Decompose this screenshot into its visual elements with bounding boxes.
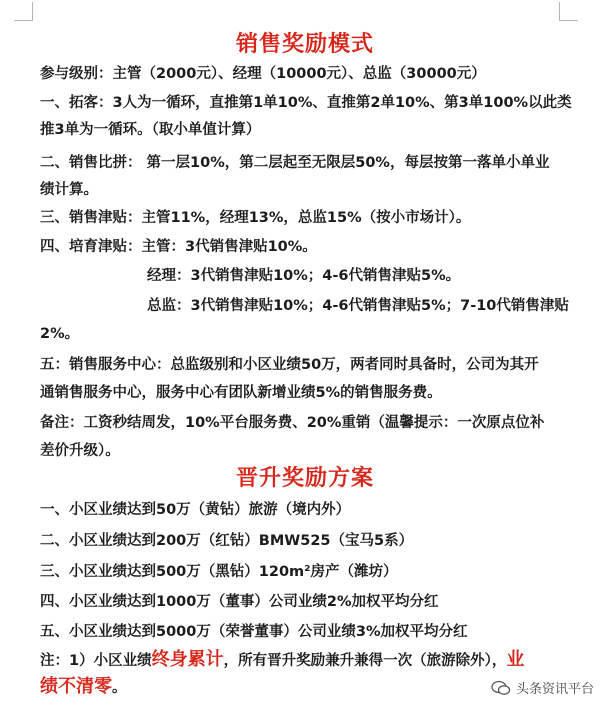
note-emphasis: 终身累计: [151, 649, 224, 670]
item-line: 2%。: [40, 326, 80, 342]
chat-bubble-icon: [491, 680, 511, 696]
note-end: 。: [112, 680, 127, 696]
watermark-text: 头条资讯平台: [515, 682, 594, 697]
levels-line: 参与级别：主管（2000元）、经理（10000元）、总监（30000元）: [40, 66, 486, 82]
item-line: 通销售服务中心，服务中心有团队新增业绩5%的销售服务费。: [40, 385, 442, 401]
note-line: [40, 650, 580, 671]
note-prefix: 注：1）小区业绩: [40, 653, 152, 669]
corner-mark-left: [14, 2, 33, 21]
note-emphasis-2: 业: [506, 649, 525, 670]
promo-line: 三、小区业绩达到500万（黑钻）120m²房产（潍坊）: [40, 564, 398, 580]
promo-line: 二、小区业绩达到200万（红钻）BMW525（宝马5系）: [40, 533, 414, 549]
item-line: 二、销售比拼： 第一层10%，第二层起至无限层50%，每层按第一落单小单业: [40, 155, 550, 171]
item-line: 绩计算。: [40, 182, 98, 198]
item-line: 一、拓客：3人为一循环，直推第1单10%、直推第2单10%、第3单100%以此类: [40, 95, 572, 111]
document-title: 销售奖励模式: [235, 32, 374, 57]
note-emphasis-3: 绩不清零: [40, 676, 112, 697]
item-line: 四、培育津贴：主管：3代销售津贴10%。: [40, 239, 317, 255]
item-line: 经理：3代销售津贴10%；4-6代销售津贴5%。: [147, 268, 461, 284]
note-middle: ，所有晋升奖励兼升兼得一次（旅游除外），: [223, 653, 507, 669]
item-line: 备注：工资秒结周发，10%平台服务费、20%重销（温馨提示：一次原点位补: [40, 415, 545, 431]
source-watermark: [491, 678, 594, 697]
item-line: 五：销售服务中心：总监级别和小区业绩50万，两者同时具备时，公司为其开: [40, 357, 539, 373]
item-line: 差价升级）。: [40, 443, 120, 459]
promo-line: 一、小区业绩达到50万（黄钻）旅游（境内外）: [40, 502, 351, 518]
item-line: 三、销售津贴：主管11%，经理13%，总监15%（按小市场计）。: [40, 210, 471, 226]
corner-mark-right: [559, 2, 578, 21]
promotion-title: 晋升奖励方案: [235, 466, 374, 491]
item-line: 总监：3代销售津贴10%；4-6代销售津贴5%；7-10代销售津贴: [147, 298, 569, 314]
item-line: 推3单为一循环。（取小单值计算）: [40, 122, 261, 138]
promo-line: 五、小区业绩达到5000万（荣誉董事）公司业绩3%加权平均分红: [40, 624, 468, 640]
promo-line: 四、小区业绩达到1000万（董事）公司业绩2%加权平均分红: [40, 594, 439, 610]
